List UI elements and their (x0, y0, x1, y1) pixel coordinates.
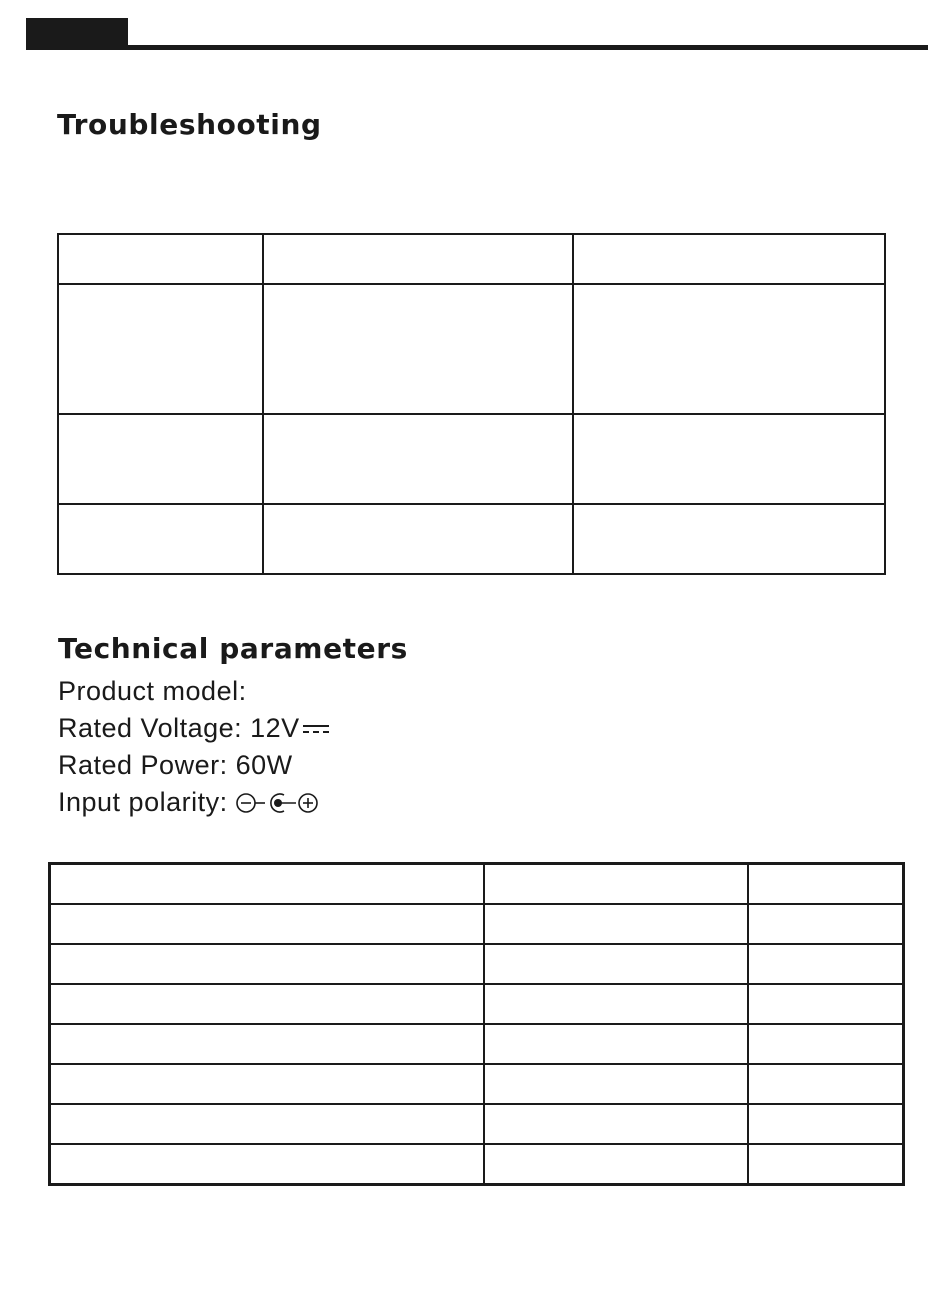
table-cell (748, 864, 904, 905)
table-cell (748, 1144, 904, 1185)
table-cell (50, 944, 484, 984)
table-cell (263, 414, 573, 504)
product-model-line (58, 673, 330, 710)
table-cell (484, 864, 748, 905)
table-cell (484, 904, 748, 944)
table-cell (50, 1144, 484, 1185)
table-cell (50, 904, 484, 944)
table-cell (484, 1104, 748, 1144)
table-cell (748, 1064, 904, 1104)
table-row (50, 984, 904, 1024)
table-cell (58, 234, 263, 284)
table-row (58, 504, 885, 574)
table-cell (58, 504, 263, 574)
input-polarity-label: Input polarity: (58, 787, 228, 817)
table-cell (50, 984, 484, 1024)
product-model-label: Product model: (58, 676, 247, 706)
table-cell (748, 984, 904, 1024)
table-row (50, 864, 904, 905)
rated-power-text: Rated Power: 60W (58, 750, 293, 780)
table-cell (484, 1024, 748, 1064)
table-row (58, 414, 885, 504)
dc-symbol-icon (302, 721, 330, 737)
input-polarity-line (58, 784, 330, 821)
table-row (50, 1024, 904, 1064)
table-cell (748, 944, 904, 984)
table-cell (58, 284, 263, 414)
table-cell (263, 284, 573, 414)
table-cell (58, 414, 263, 504)
troubleshooting-table (57, 233, 886, 575)
specification-table (48, 862, 905, 1186)
table-row (50, 944, 904, 984)
table-cell (573, 234, 885, 284)
table-row (50, 1104, 904, 1144)
troubleshooting-title: Troubleshooting (57, 108, 322, 141)
table-cell (263, 504, 573, 574)
table-row (58, 234, 885, 284)
table-cell (50, 1024, 484, 1064)
header-rule (26, 45, 928, 50)
table-row (50, 1064, 904, 1104)
table-cell (484, 1064, 748, 1104)
technical-parameters-list (58, 673, 330, 821)
technical-parameters-title: Technical parameters (58, 632, 408, 665)
rated-voltage-text: Rated Voltage: 12V (58, 713, 300, 743)
rated-voltage-line (58, 710, 330, 747)
table-cell (50, 864, 484, 905)
table-cell (573, 284, 885, 414)
table-row (50, 1144, 904, 1185)
table-cell (573, 414, 885, 504)
table-row (50, 904, 904, 944)
table-cell (484, 984, 748, 1024)
table-cell (748, 904, 904, 944)
table-cell (484, 944, 748, 984)
rated-power-line (58, 747, 330, 784)
table-cell (263, 234, 573, 284)
table-cell (748, 1024, 904, 1064)
table-cell (573, 504, 885, 574)
table-cell (50, 1104, 484, 1144)
table-cell (50, 1064, 484, 1104)
table-cell (484, 1144, 748, 1185)
table-row (58, 284, 885, 414)
polarity-symbol-icon (236, 791, 320, 815)
table-cell (748, 1104, 904, 1144)
